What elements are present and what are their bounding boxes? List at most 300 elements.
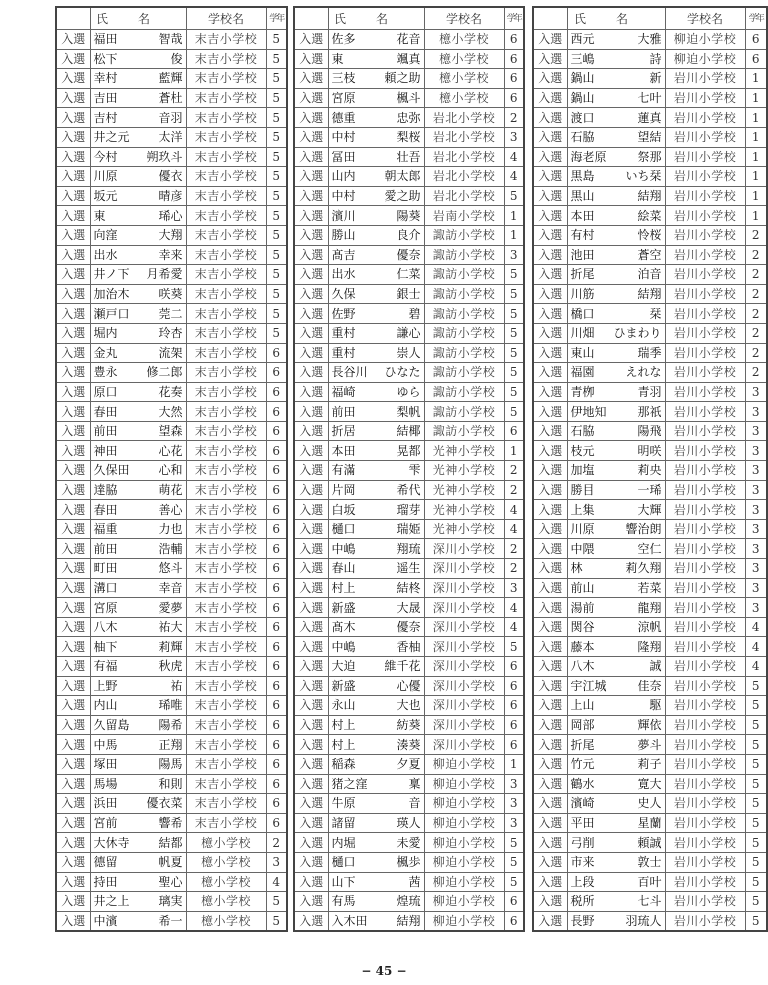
student-name: 東山 瑞季 [567,343,665,363]
grade: 3 [504,578,524,598]
school-name: 檍小学校 [186,911,266,931]
table-row [294,774,524,794]
award-label: 入選 [533,794,567,814]
table-row [294,911,524,931]
school-name: 岩川小学校 [665,421,745,441]
student-name: 本田 絵菜 [567,206,665,226]
award-label: 入選 [56,69,90,89]
school-name: 岩川小学校 [665,147,745,167]
student-name: 黒島 いち栞 [567,167,665,187]
student-name: 德留 帆夏 [90,852,186,872]
table-row [294,833,524,853]
grade: 3 [745,402,767,422]
student-name: 林 莉久翔 [567,559,665,579]
award-label: 入選 [56,480,90,500]
award-label: 入選 [294,245,328,265]
school-name: 深川小学校 [424,598,504,618]
student-name: 福園 えれな [567,363,665,383]
student-name: 藤本 隆翔 [567,637,665,657]
award-label: 入選 [56,872,90,892]
table-row [56,343,287,363]
student-name: 山下 茜 [328,872,424,892]
school-name: 岩川小学校 [665,519,745,539]
school-name: 岩川小学校 [665,715,745,735]
student-name: 髙吉 優奈 [328,245,424,265]
grade: 6 [266,343,287,363]
student-name: 黒山 結翔 [567,186,665,206]
award-label: 入選 [533,421,567,441]
student-name: 松下 俊 [90,49,186,69]
student-name: 出水 仁菜 [328,265,424,285]
grade: 5 [266,69,287,89]
school-name: 岩川小学校 [665,461,745,481]
award-label: 入選 [56,147,90,167]
grade: 5 [266,323,287,343]
school-name: 岩北小学校 [424,167,504,187]
table-row [533,265,767,285]
school-name: 檍小学校 [424,49,504,69]
award-label: 入選 [533,30,567,50]
school-name: 岩川小学校 [665,911,745,931]
award-label: 入選 [56,696,90,716]
school-name: 柳迫小学校 [424,833,504,853]
student-name: 中濱 希一 [90,911,186,931]
student-name: 塚田 陽馬 [90,754,186,774]
table-row [56,461,287,481]
student-name: 春田 善心 [90,500,186,520]
award-label: 入選 [533,461,567,481]
table-row [294,461,524,481]
student-name: 久留島 陽希 [90,715,186,735]
header-school: 学校名 [665,7,745,30]
grade: 2 [745,363,767,383]
award-label: 入選 [294,421,328,441]
student-name: 宮前 響希 [90,813,186,833]
grade: 6 [266,637,287,657]
award-label: 入選 [56,265,90,285]
student-name: 東 琋心 [90,206,186,226]
school-name: 末吉小学校 [186,421,266,441]
table-row [294,206,524,226]
award-label: 入選 [56,617,90,637]
table-row [533,794,767,814]
table-row [56,304,287,324]
award-label: 入選 [294,539,328,559]
student-name: 前田 望森 [90,421,186,441]
table-row [56,617,287,637]
award-label: 入選 [533,774,567,794]
student-name: 幸村 藍輝 [90,69,186,89]
school-name: 末吉小学校 [186,323,266,343]
school-name: 柳迫小学校 [424,852,504,872]
school-name: 岩川小学校 [665,323,745,343]
award-label: 入選 [294,480,328,500]
award-label: 入選 [294,559,328,579]
grade: 2 [745,304,767,324]
award-label: 入選 [56,323,90,343]
table-row [294,500,524,520]
school-name: 末吉小学校 [186,813,266,833]
award-label: 入選 [56,657,90,677]
grade: 6 [266,480,287,500]
award-label: 入選 [533,559,567,579]
student-name: 福田 智哉 [90,30,186,50]
table-row [294,892,524,912]
grade: 4 [266,872,287,892]
table-row [533,284,767,304]
grade: 6 [266,774,287,794]
award-label: 入選 [533,49,567,69]
grade: 1 [745,127,767,147]
school-name: 岩川小学校 [665,892,745,912]
award-label: 入選 [533,225,567,245]
student-name: 春田 大然 [90,402,186,422]
award-label: 入選 [533,127,567,147]
student-name: 溝口 幸音 [90,578,186,598]
award-label: 入選 [294,30,328,50]
student-name: 折居 結椰 [328,421,424,441]
award-label: 入選 [294,617,328,637]
table-row [533,147,767,167]
table-row [294,304,524,324]
student-name: 宮原 愛夢 [90,598,186,618]
award-label: 入選 [294,657,328,677]
grade: 1 [504,225,524,245]
award-label: 入選 [294,108,328,128]
student-name: 八木 誠 [567,657,665,677]
grade: 3 [745,500,767,520]
student-name: 柚下 莉輝 [90,637,186,657]
student-name: 鍋山 七叶 [567,88,665,108]
table-row [533,441,767,461]
school-name: 諏訪小学校 [424,265,504,285]
student-name: 関谷 涼帆 [567,617,665,637]
student-name: 中嶋 香柚 [328,637,424,657]
student-name: 本田 晃都 [328,441,424,461]
student-name: 春山 遥生 [328,559,424,579]
school-name: 末吉小学校 [186,794,266,814]
grade: 6 [504,657,524,677]
grade: 5 [745,676,767,696]
student-name: 坂元 晴彦 [90,186,186,206]
student-name: 渡口 蓮真 [567,108,665,128]
grade: 4 [504,167,524,187]
school-name: 諏訪小学校 [424,402,504,422]
school-name: 深川小学校 [424,715,504,735]
school-name: 岩北小学校 [424,147,504,167]
table-row [294,852,524,872]
page-number: − 45 − [361,964,407,978]
school-name: 末吉小学校 [186,578,266,598]
grade: 5 [504,382,524,402]
grade: 3 [745,441,767,461]
grade: 6 [266,519,287,539]
grade: 6 [266,715,287,735]
award-label: 入選 [294,206,328,226]
school-name: 末吉小学校 [186,363,266,383]
award-label: 入選 [56,421,90,441]
school-name: 末吉小学校 [186,343,266,363]
school-name: 末吉小学校 [186,441,266,461]
award-label: 入選 [533,480,567,500]
grade: 5 [745,794,767,814]
award-label: 入選 [294,363,328,383]
award-label: 入選 [533,284,567,304]
award-label: 入選 [294,461,328,481]
award-label: 入選 [56,225,90,245]
table-row [56,754,287,774]
award-label: 入選 [533,147,567,167]
table-row [56,657,287,677]
school-name: 岩川小学校 [665,382,745,402]
grade: 6 [266,421,287,441]
school-name: 岩川小学校 [665,813,745,833]
grade: 5 [745,911,767,931]
school-name: 諏訪小学校 [424,382,504,402]
award-label: 入選 [533,754,567,774]
school-name: 岩川小学校 [665,794,745,814]
student-name: 宮原 楓斗 [328,88,424,108]
table-row [56,519,287,539]
grade: 5 [745,833,767,853]
award-label: 入選 [533,715,567,735]
student-name: 豊永 修二郎 [90,363,186,383]
grade: 5 [504,343,524,363]
grade: 2 [745,284,767,304]
grade: 4 [504,519,524,539]
award-label: 入選 [533,657,567,677]
grade: 1 [745,147,767,167]
table-row [294,284,524,304]
table-row [533,519,767,539]
table-row [294,754,524,774]
grade: 6 [266,559,287,579]
school-name: 末吉小学校 [186,206,266,226]
student-name: 久保 銀士 [328,284,424,304]
award-label: 入選 [56,30,90,50]
school-name: 深川小学校 [424,559,504,579]
table-row [56,637,287,657]
table-row [56,186,287,206]
school-name: 末吉小学校 [186,500,266,520]
award-label: 入選 [533,402,567,422]
table-row [56,676,287,696]
award-label: 入選 [294,598,328,618]
table-row [533,323,767,343]
grade: 6 [266,402,287,422]
grade: 5 [745,872,767,892]
student-name: 久保田 心和 [90,461,186,481]
award-label: 入選 [533,441,567,461]
award-label: 入選 [533,304,567,324]
award-label: 入選 [294,69,328,89]
school-name: 深川小学校 [424,696,504,716]
table-row [56,245,287,265]
student-name: 重村 崇人 [328,343,424,363]
student-name: 德重 忠弥 [328,108,424,128]
school-name: 岩川小学校 [665,833,745,853]
header-name: 氏名 [567,7,665,30]
table-row [56,147,287,167]
award-label: 入選 [56,363,90,383]
school-name: 檍小学校 [186,892,266,912]
table-row [56,363,287,383]
grade: 3 [504,794,524,814]
student-name: 宇江城 佳奈 [567,676,665,696]
table-row [56,813,287,833]
school-name: 末吉小学校 [186,225,266,245]
school-name: 末吉小学校 [186,402,266,422]
award-label: 入選 [294,167,328,187]
table-row [56,265,287,285]
table-row [56,892,287,912]
student-name: 大休寺 結都 [90,833,186,853]
award-label: 入選 [294,735,328,755]
student-name: 入木田 結翔 [328,911,424,931]
award-label: 入選 [56,500,90,520]
student-name: 川原 優衣 [90,167,186,187]
grade: 6 [266,500,287,520]
table-row [533,774,767,794]
grade: 2 [745,265,767,285]
table-row [56,69,287,89]
header-grade: 学年 [266,7,287,30]
school-name: 深川小学校 [424,676,504,696]
award-label: 入選 [294,578,328,598]
award-label: 入選 [294,265,328,285]
header-grade: 学年 [745,7,767,30]
student-name: 稲森 夕夏 [328,754,424,774]
school-name: 末吉小学校 [186,265,266,285]
student-name: 佐野 碧 [328,304,424,324]
grade: 5 [504,852,524,872]
student-name: 勝山 良介 [328,225,424,245]
school-name: 岩川小学校 [665,284,745,304]
school-name: 岩川小学校 [665,441,745,461]
student-name: 弓削 頼誠 [567,833,665,853]
award-label: 入選 [533,343,567,363]
student-name: 吉村 音羽 [90,108,186,128]
student-name: 吉田 蒼杜 [90,88,186,108]
award-label: 入選 [294,813,328,833]
student-name: 永山 大也 [328,696,424,716]
grade: 3 [745,539,767,559]
grade: 5 [504,637,524,657]
grade: 5 [266,206,287,226]
award-label: 入選 [56,206,90,226]
award-label: 入選 [533,637,567,657]
table-row [294,598,524,618]
student-name: 福崎 ゆら [328,382,424,402]
school-name: 末吉小学校 [186,108,266,128]
grade: 4 [745,617,767,637]
grade: 1 [745,167,767,187]
school-name: 末吉小学校 [186,657,266,677]
table-row [56,30,287,50]
student-name: 枝元 明咲 [567,441,665,461]
award-label: 入選 [533,186,567,206]
table-row [294,69,524,89]
student-name: 福重 力也 [90,519,186,539]
award-label: 入選 [56,892,90,912]
table-row [294,323,524,343]
table-row [56,108,287,128]
award-label: 入選 [294,284,328,304]
award-label: 入選 [56,245,90,265]
grade: 6 [266,754,287,774]
student-name: 東 颯真 [328,49,424,69]
student-name: 町田 悠斗 [90,559,186,579]
award-label: 入選 [533,500,567,520]
student-name: 税所 七斗 [567,892,665,912]
table-row [533,813,767,833]
award-label: 入選 [294,500,328,520]
award-label: 入選 [56,519,90,539]
award-label: 入選 [56,774,90,794]
student-name: 中村 愛之助 [328,186,424,206]
school-name: 光神小学校 [424,480,504,500]
table-row [533,343,767,363]
award-label: 入選 [533,892,567,912]
school-name: 諏訪小学校 [424,304,504,324]
grade: 5 [266,30,287,50]
student-name: 村上 湊葵 [328,735,424,755]
student-name: 海老原 祭那 [567,147,665,167]
school-name: 柳迫小学校 [424,774,504,794]
student-name: 井之上 璃実 [90,892,186,912]
student-name: 諸留 瑛人 [328,813,424,833]
table-row [294,539,524,559]
school-name: 末吉小学校 [186,49,266,69]
student-name: 伊地知 那祇 [567,402,665,422]
school-name: 岩川小学校 [665,617,745,637]
school-name: 岩川小学校 [665,872,745,892]
student-name: 池田 蒼空 [567,245,665,265]
table-row [533,539,767,559]
student-name: 上集 大輝 [567,500,665,520]
header-label [56,7,90,30]
grade: 5 [266,147,287,167]
award-label: 入選 [533,872,567,892]
student-name: 樋口 楓歩 [328,852,424,872]
grade: 1 [504,754,524,774]
award-label: 入選 [533,265,567,285]
award-label: 入選 [533,598,567,618]
grade: 6 [504,735,524,755]
school-name: 岩川小学校 [665,500,745,520]
student-name: 加治木 咲葵 [90,284,186,304]
grade: 6 [504,88,524,108]
table-row [294,696,524,716]
student-name: 神田 心花 [90,441,186,461]
grade: 3 [745,578,767,598]
award-label: 入選 [533,578,567,598]
school-name: 末吉小学校 [186,382,266,402]
school-name: 柳迫小学校 [665,49,745,69]
grade: 5 [745,696,767,716]
grade: 2 [745,343,767,363]
school-name: 岩川小学校 [665,539,745,559]
grade: 1 [504,206,524,226]
award-label: 入選 [294,225,328,245]
student-name: 石脇 望結 [567,127,665,147]
award-label: 入選 [533,382,567,402]
table-row [533,852,767,872]
award-label: 入選 [533,676,567,696]
grade: 3 [745,480,767,500]
award-label: 入選 [56,167,90,187]
grade: 6 [504,676,524,696]
